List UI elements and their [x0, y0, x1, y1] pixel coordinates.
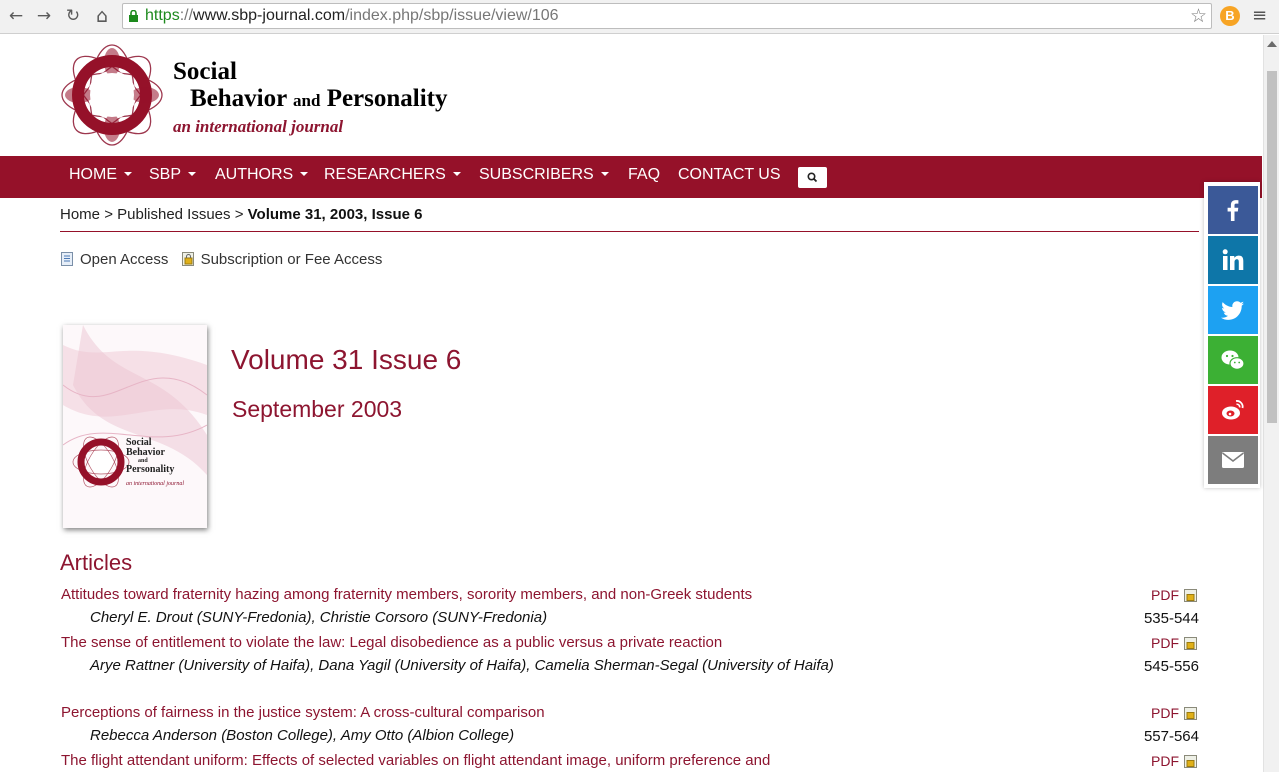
- article-authors: Cheryl E. Drout (SUNY-Fredonia), Christie Corsoro (SUNY-Fredonia): [90, 609, 548, 626]
- cover-tagline: an international journal: [126, 481, 185, 487]
- share-facebook-button[interactable]: [1208, 186, 1258, 234]
- article-title-link[interactable]: Perceptions of fairness in the justice system: A cross-cultural comparison: [61, 704, 545, 721]
- article-authors: Arye Rattner (University of Haifa), Dana Yagil (University of Haifa), Camelia Sherman-Segal (University of Haifa): [90, 657, 834, 674]
- issue-title: Volume 31 Issue 6: [231, 344, 462, 375]
- breadcrumb-current: Volume 31, 2003, Issue 6: [247, 206, 423, 223]
- subscription-access-icon: [1184, 589, 1197, 602]
- twitter-icon: [1221, 298, 1245, 322]
- caret-down-icon: [453, 172, 461, 176]
- journal-logo-text[interactable]: [173, 58, 448, 139]
- email-icon: [1221, 448, 1245, 472]
- share-sidebar: [1204, 182, 1260, 488]
- lock-icon: [128, 10, 139, 22]
- nav-subscribers[interactable]: SUBSCRIBERS: [479, 166, 609, 184]
- article-pages: 557-564: [1143, 728, 1199, 745]
- caret-down-icon: [300, 172, 308, 176]
- share-linkedin-button[interactable]: [1208, 236, 1258, 284]
- share-weibo-button[interactable]: [1208, 386, 1258, 434]
- linkedin-icon: [1221, 248, 1245, 272]
- address-bar[interactable]: [122, 3, 1212, 29]
- facebook-icon: [1221, 198, 1245, 222]
- search-icon: [798, 167, 827, 188]
- scrollbar[interactable]: [1263, 35, 1279, 772]
- breadcrumb-separator: >: [104, 206, 113, 223]
- reload-icon[interactable]: ↻: [65, 6, 81, 26]
- weibo-icon: [1221, 398, 1245, 422]
- search-button[interactable]: [798, 167, 827, 188]
- issue-date: September 2003: [232, 396, 403, 422]
- caret-down-icon: [601, 172, 609, 176]
- article-title-link[interactable]: Attitudes toward fraternity hazing among fraternity members, sorority members, and non-Greek students: [61, 586, 753, 603]
- share-wechat-button[interactable]: [1208, 336, 1258, 384]
- article-pages: 535-544: [1143, 610, 1199, 627]
- url-text: https://www.sbp-journal.com/index.php/sbp/issue/view/106: [145, 7, 559, 24]
- open-access-label: Open Access: [80, 251, 169, 268]
- share-email-button[interactable]: [1208, 436, 1258, 484]
- nav-contact-us[interactable]: CONTACT US: [678, 166, 781, 183]
- issue-cover-image[interactable]: [63, 325, 207, 528]
- logo-tagline: an international journal: [173, 117, 344, 136]
- breadcrumb-home[interactable]: Home: [60, 206, 101, 223]
- access-legend: [60, 251, 382, 268]
- subscription-access-icon: [1184, 637, 1197, 650]
- pdf-link[interactable]: PDF: [1151, 635, 1197, 651]
- article-authors: Rebecca Anderson (Boston College), Amy Otto (Albion College): [90, 727, 515, 744]
- breadcrumb-published-issues[interactable]: Published Issues: [117, 206, 231, 223]
- caret-down-icon: [188, 172, 196, 176]
- pdf-link[interactable]: PDF: [1151, 753, 1197, 769]
- article-title-link[interactable]: The sense of entitlement to violate the law: Legal disobedience as a public versus a private reaction: [61, 634, 723, 651]
- bitcoin-icon[interactable]: B: [1220, 6, 1240, 26]
- cover-artwork: [63, 325, 207, 528]
- scroll-up-arrow-icon[interactable]: [1267, 41, 1277, 47]
- breadcrumb-divider: [60, 231, 1199, 232]
- subscription-access-icon: [1184, 755, 1197, 768]
- nav-faq[interactable]: FAQ: [628, 166, 661, 183]
- nav-sbp[interactable]: SBP: [149, 166, 196, 184]
- articles-heading: Articles: [60, 550, 133, 575]
- nav-authors[interactable]: AUTHORS: [215, 166, 308, 184]
- browser-toolbar: [0, 0, 1279, 34]
- journal-logo-icon[interactable]: [58, 40, 166, 150]
- back-icon[interactable]: ←: [8, 6, 24, 26]
- star-icon[interactable]: ☆: [1189, 5, 1207, 27]
- breadcrumb: [60, 206, 422, 223]
- article-title-link[interactable]: The flight attendant uniform: Effects of selected variables on flight attendant image, uniform preference and: [61, 752, 771, 769]
- main-nav: [0, 156, 1262, 198]
- logo-line-behavior: Behavior and Personality: [190, 85, 448, 112]
- pdf-link[interactable]: PDF: [1151, 705, 1197, 721]
- caret-down-icon: [124, 172, 132, 176]
- menu-icon[interactable]: ≡: [1252, 5, 1268, 26]
- breadcrumb-separator: >: [234, 206, 244, 223]
- subscription-access-label: Subscription or Fee Access: [200, 251, 383, 268]
- logo-line-social: Social: [173, 58, 237, 85]
- nav-researchers[interactable]: RESEARCHERS: [324, 166, 461, 184]
- home-icon[interactable]: ⌂: [95, 5, 109, 27]
- nav-home[interactable]: HOME: [69, 166, 132, 184]
- forward-icon[interactable]: →: [36, 6, 52, 26]
- scrollbar-thumb[interactable]: [1267, 71, 1277, 423]
- subscription-access-icon: [181, 252, 195, 266]
- wechat-icon: [1221, 348, 1245, 372]
- open-access-icon: [60, 252, 74, 266]
- subscription-access-icon: [1184, 707, 1197, 720]
- article-pages: 545-556: [1143, 658, 1199, 675]
- pdf-link[interactable]: PDF: [1151, 587, 1197, 603]
- cover-title: Social Behavior and Personality: [126, 437, 175, 475]
- share-twitter-button[interactable]: [1208, 286, 1258, 334]
